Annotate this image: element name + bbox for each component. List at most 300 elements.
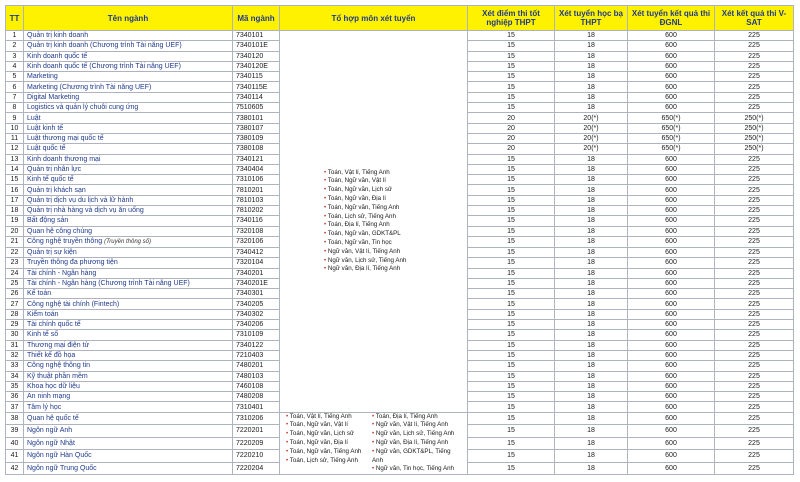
score-hocba: 18 xyxy=(555,299,628,309)
major-name xyxy=(24,392,233,402)
major-code: 7340404 xyxy=(233,164,280,174)
row-number: 29 xyxy=(6,320,24,330)
score-hocba: 18 xyxy=(555,226,628,236)
score-vsat: 250(*) xyxy=(715,123,794,133)
header-code: Mã ngành xyxy=(233,6,280,31)
major-code: 7480103 xyxy=(233,371,280,381)
major-name xyxy=(24,195,233,205)
score-dgnl: 600 xyxy=(628,309,715,319)
major-name xyxy=(24,278,233,288)
score-hocba: 18 xyxy=(555,381,628,391)
major-code: 7310401 xyxy=(233,402,280,412)
table-row xyxy=(6,31,794,41)
score-dgnl: 600 xyxy=(628,226,715,236)
score-hocba: 18 xyxy=(555,175,628,185)
score-dgnl: 600 xyxy=(628,247,715,257)
major-name xyxy=(24,61,233,71)
bullet-icon: • xyxy=(324,168,328,176)
score-vsat: 225 xyxy=(715,154,794,164)
major-name xyxy=(24,144,233,154)
score-thpt: 15 xyxy=(468,258,555,268)
score-thpt: 15 xyxy=(468,154,555,164)
combo-text: Toán, Ngữ văn, Tiếng Anh xyxy=(289,447,362,455)
combo-item xyxy=(286,421,372,430)
score-vsat: 225 xyxy=(715,392,794,402)
score-hocba: 18 xyxy=(555,195,628,205)
score-vsat: 225 xyxy=(715,268,794,278)
row-number: 12 xyxy=(6,144,24,154)
score-vsat: 225 xyxy=(715,450,794,463)
score-dgnl: 600 xyxy=(628,82,715,92)
score-dgnl: 600 xyxy=(628,258,715,268)
combo-item xyxy=(286,430,372,439)
combo-item xyxy=(372,430,458,439)
combo-text: Toán, Ngữ văn, Tiếng Anh xyxy=(327,203,400,211)
score-dgnl: 600 xyxy=(628,289,715,299)
score-vsat: 250(*) xyxy=(715,133,794,143)
row-number: 10 xyxy=(6,123,24,133)
row-number: 41 xyxy=(6,450,24,463)
major-name-text: Kinh doanh quốc tế xyxy=(27,52,88,60)
combo-item xyxy=(286,413,372,422)
major-name xyxy=(24,216,233,226)
bullet-icon: • xyxy=(324,186,328,194)
score-hocba: 20(*) xyxy=(555,144,628,154)
score-hocba: 18 xyxy=(555,425,628,438)
score-vsat: 225 xyxy=(715,41,794,51)
score-thpt: 15 xyxy=(468,289,555,299)
score-dgnl: 600 xyxy=(628,412,715,425)
major-code: 7810103 xyxy=(233,195,280,205)
major-code: 7340115E xyxy=(233,82,280,92)
score-hocba: 18 xyxy=(555,247,628,257)
score-thpt: 15 xyxy=(468,299,555,309)
row-number: 6 xyxy=(6,82,24,92)
score-vsat: 225 xyxy=(715,82,794,92)
bullet-icon: • xyxy=(324,265,328,273)
header-thpt: Xét điểm thi tốt nghiệp THPT xyxy=(468,6,555,31)
score-hocba: 18 xyxy=(555,154,628,164)
score-dgnl: 600 xyxy=(628,371,715,381)
bullet-icon: • xyxy=(372,421,376,429)
bullet-icon: • xyxy=(324,194,328,202)
score-dgnl: 600 xyxy=(628,381,715,391)
row-number: 16 xyxy=(6,185,24,195)
score-dgnl: 600 xyxy=(628,92,715,102)
score-dgnl: 600 xyxy=(628,340,715,350)
major-name-text: Ngôn ngữ Hàn Quốc xyxy=(27,452,92,460)
score-thpt: 15 xyxy=(468,361,555,371)
major-name xyxy=(24,133,233,143)
score-hocba: 18 xyxy=(555,72,628,82)
score-dgnl: 600 xyxy=(628,154,715,164)
major-name-text: Marketing (Chương trình Tài năng UEF) xyxy=(27,83,152,91)
combo-list-general xyxy=(324,169,467,275)
combo-item xyxy=(286,439,372,448)
score-dgnl: 600 xyxy=(628,175,715,185)
row-number: 40 xyxy=(6,437,24,450)
row-number: 11 xyxy=(6,133,24,143)
combo-text: Toán, Vật lí, Tiếng Anh xyxy=(327,168,390,176)
combo-item xyxy=(324,221,467,230)
combo-text: Ngữ văn, Tin học, Tiếng Anh xyxy=(375,465,454,473)
major-name xyxy=(24,309,233,319)
score-dgnl: 600 xyxy=(628,103,715,113)
score-thpt: 15 xyxy=(468,412,555,425)
major-name-text: Công nghệ truyền thông xyxy=(27,237,103,245)
row-number: 2 xyxy=(6,41,24,51)
score-vsat: 225 xyxy=(715,299,794,309)
bullet-icon: • xyxy=(324,203,328,211)
major-code: 7320106 xyxy=(233,236,280,247)
combo-text: Ngữ văn, Địa lí, Tiếng Anh xyxy=(327,265,401,273)
combo-item xyxy=(372,465,458,474)
row-number: 42 xyxy=(6,462,24,475)
major-name xyxy=(24,92,233,102)
major-code: 7340201 xyxy=(233,268,280,278)
bullet-icon: • xyxy=(286,439,290,447)
score-thpt: 15 xyxy=(468,82,555,92)
combo-item xyxy=(324,230,467,239)
row-number: 32 xyxy=(6,350,24,360)
score-hocba: 18 xyxy=(555,371,628,381)
major-name xyxy=(24,340,233,350)
major-name-text: Công nghệ tài chính (Fintech) xyxy=(27,300,120,308)
major-name-text: Khoa học dữ liệu xyxy=(27,382,80,390)
score-thpt: 20 xyxy=(468,113,555,123)
score-dgnl: 650(*) xyxy=(628,113,715,123)
major-name-text: Digital Marketing xyxy=(27,93,80,101)
major-code: 7340114 xyxy=(233,92,280,102)
major-name xyxy=(24,412,233,425)
bullet-icon: • xyxy=(286,412,290,420)
combo-item xyxy=(286,457,372,466)
major-name-text: Truyền thông đa phương tiện xyxy=(27,259,118,267)
combo-group-languages xyxy=(280,412,468,475)
bullet-icon: • xyxy=(372,465,376,473)
score-thpt: 15 xyxy=(468,350,555,360)
score-hocba: 18 xyxy=(555,216,628,226)
major-name xyxy=(24,51,233,61)
major-name-text: Quản trị khách sạn xyxy=(27,186,86,194)
bullet-icon: • xyxy=(324,238,328,246)
score-thpt: 15 xyxy=(468,195,555,205)
major-code: 7310106 xyxy=(233,175,280,185)
score-dgnl: 600 xyxy=(628,392,715,402)
combo-text: Toán, Lịch sử, Tiếng Anh xyxy=(289,456,358,464)
major-code: 7340101E xyxy=(233,41,280,51)
score-dgnl: 600 xyxy=(628,402,715,412)
score-dgnl: 600 xyxy=(628,236,715,247)
major-name xyxy=(24,299,233,309)
row-number: 15 xyxy=(6,175,24,185)
score-hocba: 18 xyxy=(555,289,628,299)
combo-text: Toán, Ngữ văn, Vật lí xyxy=(327,177,386,185)
score-hocba: 18 xyxy=(555,61,628,71)
score-vsat: 225 xyxy=(715,412,794,425)
score-hocba: 18 xyxy=(555,82,628,92)
major-name xyxy=(24,113,233,123)
major-name-text: Thiết kế đồ họa xyxy=(27,352,76,360)
major-name-text: Kinh tế số xyxy=(27,331,59,339)
score-dgnl: 600 xyxy=(628,61,715,71)
major-code: 7220201 xyxy=(233,425,280,438)
major-code: 7310206 xyxy=(233,412,280,425)
major-name xyxy=(24,31,233,41)
major-code: 7340206 xyxy=(233,320,280,330)
bullet-icon: • xyxy=(324,212,328,220)
major-code: 7220210 xyxy=(233,450,280,463)
score-thpt: 15 xyxy=(468,462,555,475)
major-code: 7340120 xyxy=(233,51,280,61)
row-number: 25 xyxy=(6,278,24,288)
major-code: 7320108 xyxy=(233,226,280,236)
header-hocba: Xét tuyển học bạ THPT xyxy=(555,6,628,31)
score-hocba: 18 xyxy=(555,412,628,425)
row-number: 4 xyxy=(6,61,24,71)
major-name-text: Quản trị kinh doanh xyxy=(27,32,89,40)
major-code: 7480208 xyxy=(233,392,280,402)
combo-item xyxy=(324,213,467,222)
score-dgnl: 600 xyxy=(628,206,715,216)
combo-text: Toán, Ngữ văn, Địa lí xyxy=(289,439,348,447)
major-name xyxy=(24,175,233,185)
major-code: 7220209 xyxy=(233,437,280,450)
score-vsat: 225 xyxy=(715,216,794,226)
major-name-text: Công nghệ thông tin xyxy=(27,362,91,370)
bullet-icon: • xyxy=(324,177,328,185)
score-vsat: 225 xyxy=(715,51,794,61)
score-hocba: 18 xyxy=(555,330,628,340)
major-code: 7340116 xyxy=(233,216,280,226)
score-vsat: 225 xyxy=(715,437,794,450)
major-name-text: Kiểm toán xyxy=(27,310,59,318)
score-thpt: 15 xyxy=(468,371,555,381)
bullet-icon: • xyxy=(324,247,328,255)
score-dgnl: 600 xyxy=(628,195,715,205)
major-code: 7810201 xyxy=(233,185,280,195)
bullet-icon: • xyxy=(372,412,376,420)
combo-text: Toán, Lịch sử, Tiếng Anh xyxy=(327,212,396,220)
score-dgnl: 600 xyxy=(628,320,715,330)
major-name xyxy=(24,72,233,82)
combo-text: Ngữ văn, Vật lí, Tiếng Anh xyxy=(375,421,449,429)
score-vsat: 225 xyxy=(715,31,794,41)
admission-table xyxy=(5,5,794,475)
score-thpt: 15 xyxy=(468,381,555,391)
combo-text: Toán, Ngữ văn, Lịch sử xyxy=(289,430,355,438)
major-code: 7510605 xyxy=(233,103,280,113)
header-vsat: Xét kết quả thi V-SAT xyxy=(715,6,794,31)
major-code: 7340101 xyxy=(233,31,280,41)
score-dgnl: 600 xyxy=(628,41,715,51)
score-dgnl: 600 xyxy=(628,268,715,278)
combo-item xyxy=(372,448,458,466)
combo-text: Toán, Ngữ văn, Địa lí xyxy=(327,194,386,202)
major-name-text: Logistics và quản lý chuỗi cung ứng xyxy=(27,104,139,112)
major-code: 7340205 xyxy=(233,299,280,309)
score-vsat: 225 xyxy=(715,340,794,350)
combo-text: Toán, Địa lí, Tiếng Anh xyxy=(375,412,438,420)
major-code: 7480201 xyxy=(233,361,280,371)
score-dgnl: 650(*) xyxy=(628,144,715,154)
score-thpt: 15 xyxy=(468,309,555,319)
major-name xyxy=(24,226,233,236)
combo-item xyxy=(372,439,458,448)
major-name xyxy=(24,437,233,450)
row-number: 26 xyxy=(6,289,24,299)
major-name xyxy=(24,236,233,247)
score-thpt: 15 xyxy=(468,278,555,288)
score-hocba: 18 xyxy=(555,206,628,216)
major-name xyxy=(24,103,233,113)
row-number: 34 xyxy=(6,371,24,381)
score-hocba: 18 xyxy=(555,350,628,360)
score-vsat: 225 xyxy=(715,226,794,236)
score-dgnl: 650(*) xyxy=(628,123,715,133)
score-vsat: 225 xyxy=(715,175,794,185)
score-vsat: 225 xyxy=(715,103,794,113)
score-dgnl: 600 xyxy=(628,437,715,450)
major-name-text: Quan hệ quốc tế xyxy=(27,414,79,422)
major-code: 7380107 xyxy=(233,123,280,133)
score-hocba: 18 xyxy=(555,164,628,174)
major-code: 7320104 xyxy=(233,258,280,268)
score-dgnl: 600 xyxy=(628,185,715,195)
score-dgnl: 600 xyxy=(628,330,715,340)
major-name-text: Luật thương mại quốc tế xyxy=(27,135,104,143)
score-hocba: 20(*) xyxy=(555,113,628,123)
score-hocba: 18 xyxy=(555,236,628,247)
major-code: 7340120E xyxy=(233,61,280,71)
score-thpt: 15 xyxy=(468,226,555,236)
score-hocba: 18 xyxy=(555,340,628,350)
bullet-icon: • xyxy=(286,456,290,464)
major-name xyxy=(24,330,233,340)
bullet-icon: • xyxy=(324,221,328,229)
row-number: 33 xyxy=(6,361,24,371)
score-vsat: 225 xyxy=(715,425,794,438)
score-dgnl: 650(*) xyxy=(628,133,715,143)
row-number: 24 xyxy=(6,268,24,278)
score-thpt: 15 xyxy=(468,206,555,216)
major-name xyxy=(24,402,233,412)
major-name-text: Quản trị kinh doanh (Chương trình Tài năng UEF) xyxy=(27,42,182,50)
score-thpt: 15 xyxy=(468,450,555,463)
combo-group-general xyxy=(280,31,468,413)
major-name xyxy=(24,154,233,164)
bullet-icon: • xyxy=(286,421,290,429)
major-name xyxy=(24,371,233,381)
major-name xyxy=(24,247,233,257)
score-vsat: 225 xyxy=(715,381,794,391)
score-dgnl: 600 xyxy=(628,51,715,61)
score-vsat: 225 xyxy=(715,164,794,174)
score-hocba: 18 xyxy=(555,268,628,278)
major-name xyxy=(24,320,233,330)
combo-text: Toán, Ngữ văn, GDKT&PL xyxy=(327,230,401,238)
bullet-icon: • xyxy=(286,447,290,455)
score-hocba: 18 xyxy=(555,51,628,61)
combo-item xyxy=(324,239,467,248)
score-thpt: 15 xyxy=(468,268,555,278)
major-name-text: Ngôn ngữ Trung Quốc xyxy=(27,465,97,472)
score-dgnl: 600 xyxy=(628,450,715,463)
major-name-text: Kinh doanh quốc tế (Chương trình Tài năng UEF) xyxy=(27,63,181,71)
score-thpt: 15 xyxy=(468,61,555,71)
score-hocba: 18 xyxy=(555,392,628,402)
score-thpt: 15 xyxy=(468,164,555,174)
major-name xyxy=(24,268,233,278)
table-row xyxy=(6,412,794,425)
score-dgnl: 600 xyxy=(628,425,715,438)
combo-item xyxy=(286,448,372,457)
score-vsat: 225 xyxy=(715,330,794,340)
row-number: 5 xyxy=(6,72,24,82)
combo-text: Ngữ văn, Vật lí, Tiếng Anh xyxy=(327,247,401,255)
score-hocba: 18 xyxy=(555,437,628,450)
row-number: 30 xyxy=(6,330,24,340)
score-thpt: 15 xyxy=(468,392,555,402)
score-hocba: 18 xyxy=(555,258,628,268)
major-name-text: Ngôn ngữ Anh xyxy=(27,427,73,435)
combo-text: Ngữ văn, GDKT&PL, Tiếng Anh xyxy=(372,447,451,464)
major-name-text: Marketing xyxy=(27,73,58,81)
major-name-text: Tài chính quốc tế xyxy=(27,321,81,329)
score-hocba: 18 xyxy=(555,103,628,113)
combo-text: Ngữ văn, Địa lí, Tiếng Anh xyxy=(375,439,449,447)
score-thpt: 15 xyxy=(468,185,555,195)
major-code: 7460108 xyxy=(233,381,280,391)
score-thpt: 15 xyxy=(468,72,555,82)
bullet-icon: • xyxy=(372,430,376,438)
combo-text: Toán, Ngữ văn, Vật lí xyxy=(289,421,348,429)
row-number: 38 xyxy=(6,412,24,425)
score-dgnl: 600 xyxy=(628,462,715,475)
score-vsat: 225 xyxy=(715,195,794,205)
score-thpt: 20 xyxy=(468,123,555,133)
score-hocba: 18 xyxy=(555,361,628,371)
combo-item xyxy=(324,195,467,204)
row-number: 14 xyxy=(6,164,24,174)
row-number: 7 xyxy=(6,92,24,102)
row-number: 37 xyxy=(6,402,24,412)
score-vsat: 225 xyxy=(715,247,794,257)
combo-item xyxy=(372,421,458,430)
score-vsat: 225 xyxy=(715,236,794,247)
major-name xyxy=(24,258,233,268)
score-dgnl: 600 xyxy=(628,31,715,41)
row-number: 31 xyxy=(6,340,24,350)
score-thpt: 15 xyxy=(468,103,555,113)
combo-item xyxy=(324,204,467,213)
score-vsat: 225 xyxy=(715,402,794,412)
score-dgnl: 600 xyxy=(628,72,715,82)
score-hocba: 18 xyxy=(555,41,628,51)
major-name xyxy=(24,425,233,438)
major-name-text: Quản trị nhân lực xyxy=(27,166,82,173)
score-hocba: 18 xyxy=(555,450,628,463)
major-name xyxy=(24,381,233,391)
major-code: 7340302 xyxy=(233,309,280,319)
score-hocba: 20(*) xyxy=(555,123,628,133)
score-vsat: 225 xyxy=(715,72,794,82)
combo-text: Ngữ văn, Lịch sử, Tiếng Anh xyxy=(375,430,455,438)
major-name-text: Kỹ thuật phần mềm xyxy=(27,372,88,380)
score-hocba: 18 xyxy=(555,278,628,288)
major-name xyxy=(24,206,233,216)
score-hocba: 18 xyxy=(555,462,628,475)
